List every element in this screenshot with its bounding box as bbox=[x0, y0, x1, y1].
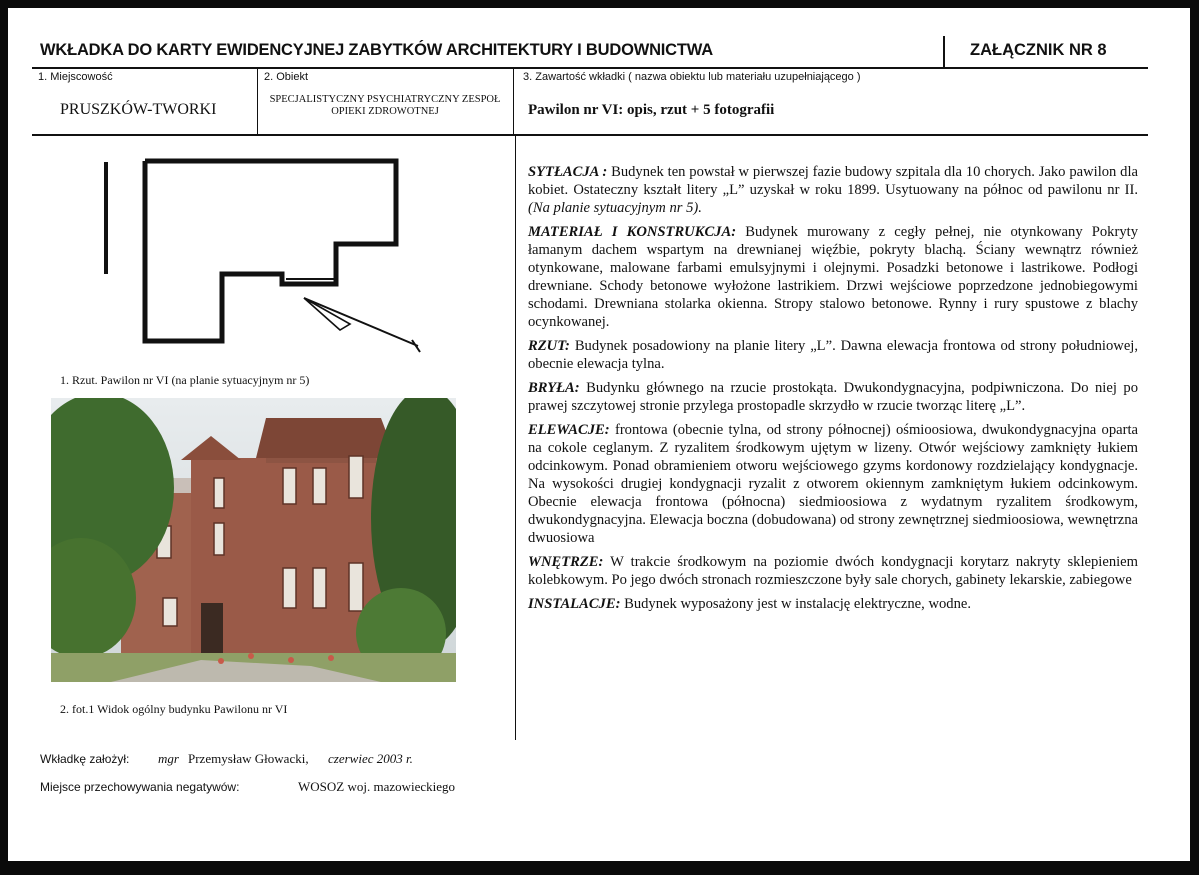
plan-outline bbox=[145, 161, 396, 341]
author-label: Wkładkę założył: bbox=[40, 752, 130, 766]
fields-rule bbox=[32, 134, 1148, 136]
section-massing: BRYŁA: Budynku głównego na rzucie prostokąta. Dwukondygnacyjna, podpiwniczona. Do niej po prawej szczytowej stronie przylega prostopadle skrzydło w rzucie tworząc literę „L”. bbox=[528, 380, 1138, 414]
floor-plan-drawing bbox=[88, 148, 448, 380]
section-interior: WNĘTRZE: W trakcie środkowym na poziomie dwóch kondygnacji korytarz nakryty sklepieniem kolebkowym. Po jego dwóch stronach rozmieszczone były sale chorych, gabinety lekarskie, zabiegowe bbox=[528, 554, 1138, 588]
photo-caption: 2. fot.1 Widok ogólny budynku Pawilonu nr VI bbox=[60, 702, 288, 716]
section-elevations: ELEWACJE: frontowa (obecnie tylna, od strony północnej) ośmioosiowa, dwukondygnacyjna oparta na cokole ceglanym. Z ryzalitem środkowym ujętym w lizeny. Otwór wejściowy zamknięty łukiem odcinkowym. Ponad obramieniem otworu wejściowego gzyms kordonowy rozdzielający kondygnacje. Na wysokości drugiej kondygnacji ryzalit z otworem okiennym zamkniętym łukiem odcinkowym. Obecnie elewacja frontowa (północna) siedmioosiowa z wydatnym ryzalitem środkowym, dwukondygnacyjna. Elewacja boczna (dobudowana) od strony zewnętrznej siedmioosiowa, wewnętrzna dwuosiowa bbox=[528, 422, 1138, 546]
content-label: 3. Zawartość wkładki ( nazwa obiektu lub materiału uzupełniającego ) bbox=[523, 71, 861, 83]
content-value: Pawilon nr VI: opis, rzut + 5 fotografii bbox=[528, 102, 775, 118]
section-plan: RZUT: Budynek posadowiony na planie litery „L”. Dawna elewacja frontowa od strony południowej, obecnie elewacja tylna. bbox=[528, 338, 1139, 372]
author-name: Przemysław Głowacki, bbox=[188, 751, 309, 766]
author-date: czerwiec 2003 r. bbox=[328, 751, 413, 766]
negatives-value: WOSOZ woj. mazowieckiego bbox=[298, 779, 456, 794]
section-situation: SYTŁACJA : Budynek ten powstał w pierwszej fazie budowy szpitala dla 10 chorych. Jako pawilon dla kobiet. Ostateczny kształt litery „L” uzyskał w roku 1899. Usytuowany na północ od pawilonu nr II. (Na planie sytuacyjnym nr 5). bbox=[528, 164, 1139, 216]
locality-label: 1. Miejscowość bbox=[38, 71, 113, 83]
object-label: 2. Obiekt bbox=[264, 71, 309, 83]
object-value: SPECJALISTYCZNY PSYCHIATRYCZNY ZESPÓŁ OPIEKI ZDROWOTNEJ bbox=[269, 94, 501, 117]
locality-value: PRUSZKÓW-TWORKI bbox=[60, 101, 217, 118]
document-title: WKŁADKA DO KARTY EWIDENCYJNEJ ZABYTKÓW ARCHITEKTURY I BUDOWNICTWA bbox=[40, 41, 713, 59]
building-photo bbox=[51, 398, 456, 682]
field-divider-2 bbox=[513, 69, 514, 135]
north-arrow-line bbox=[304, 298, 418, 346]
annex-number: ZAŁĄCZNIK NR 8 bbox=[970, 41, 1107, 59]
plan-caption: 1. Rzut. Pawilon nr VI (na planie sytuacyjnym nr 5) bbox=[60, 373, 310, 387]
author-title: mgr bbox=[158, 751, 179, 766]
header-divider bbox=[943, 36, 945, 68]
description-text bbox=[528, 163, 1138, 619]
header-rule bbox=[32, 67, 1148, 69]
section-installations: INSTALACJE: Budynek wyposażony jest w instalację elektryczne, wodne. bbox=[528, 596, 972, 612]
field-divider-1 bbox=[257, 69, 258, 135]
column-divider bbox=[515, 136, 516, 740]
document-sheet bbox=[8, 8, 1190, 861]
section-material: MATERIAŁ I KONSTRUKCJA: Budynek murowany z cegły pełnej, nie otynkowany Pokryty łamanym dachem wspartym na drewnianej więźbie, pokryty blachą. Ściany wewnątrz również otynkowane, malowane farbami emulsyjnymi i olejnymi. Posadzki betonowe i lastrikowe. Podłogi drewniane. Schody betonowe wyłożone lastrikiem. Drzwi wejściowe poprzedzone jednobiegowymi schodami. Drewniana stolarka okienna. Stropy stalowo betonowe. Rynny i rury spustowe z blachy ocynkowanej. bbox=[528, 224, 1138, 330]
negatives-label: Miejsce przechowywania negatywów: bbox=[40, 780, 240, 794]
plan-scale-bar bbox=[104, 162, 108, 274]
